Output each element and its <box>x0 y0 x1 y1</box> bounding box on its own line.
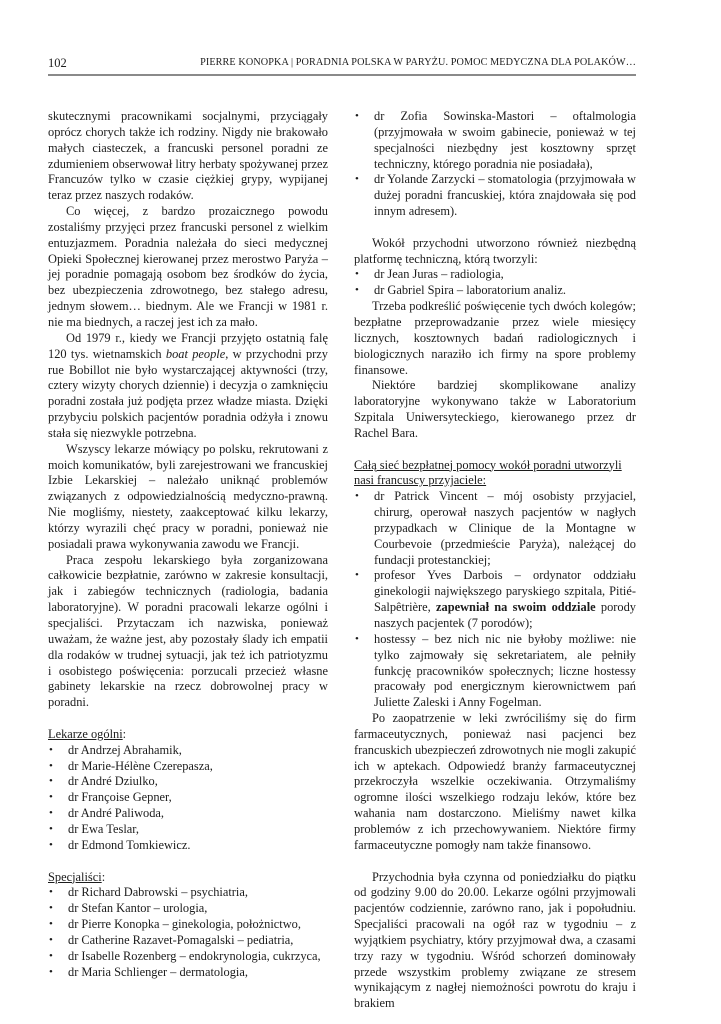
list-item: • dr Pierre Konopka – ginekologia, położnictwo, <box>48 917 328 933</box>
paragraph: Praca zespołu lekarskiego była zorganizowana całkowicie bezpłatnie, zarówno w zakresie konsultacji, jak i zabiegów technicznych (radiologia, badania laboratoryjne). W poradni pracowali lekarze ogólni i specjaliści. Przytaczam ich nazwiska, ponieważ uważam, że ważne jest, aby pozostały ślady ich empatii dla rodaków w trudnej sytuacji, jak też ich patriotyzmu i osobistego poświęcenia: porzucali przecież własne gabinety lekarskie na rzecz dobrowolnej pracy w poradni. <box>48 552 328 710</box>
list-item: • dr André Dziulko, <box>48 774 328 790</box>
paragraph: Wokół przychodni utworzono również niezbędną platformę techniczną, którą tworzyli: <box>354 235 636 266</box>
paragraph: Niektóre bardziej skomplikowane analizy laboratoryjne wykonywano także w Laboratorium Szpitala Uniwersyteckiego, kierowanego przez dr Rachel Bara. <box>354 378 636 440</box>
paragraph: Przychodnia była czynna od poniedziałku do piątku od godziny 9.00 do 20.00. Lekarze ogólni przyjmowali pacjentów codziennie, zarówno rano, jak i popołudniu. Specjaliści pracowali na ogół raz w tygodniu – z wyjątkiem psychiatry, który przyjmował dwa, a czasami trzy razy w tygodniu. Wśród schorzeń dominowały przede wszystkim problemy związane ze stresem wynikającym z nagłej niemożności powrotu do kraju i brakiem <box>354 869 636 1011</box>
general-doctors-heading: Lekarze ogólni: <box>48 726 127 741</box>
list-item: • dr Patrick Vincent – mój osobisty przyjaciel, chirurg, operował naszych pacjentów w nagłych przypadkach w Clinique de la Montagne w Courbevoie (przedmieście Paryża), należącej do fundacji protestanckiej; <box>354 489 636 568</box>
specialists-list <box>48 885 328 980</box>
list-item: • dr Isabelle Rozenberg – endokrynologia, cukrzyca, <box>48 949 328 965</box>
spacer <box>48 711 328 727</box>
left-column <box>48 109 328 980</box>
list-item: • dr Jean Juras – radiologia, <box>354 267 636 283</box>
friends-list <box>354 489 636 711</box>
friends-heading: Całą sieć bezpłatnej pomocy wokół poradni utworzyli nasi francuscy przyjaciele: <box>354 457 622 488</box>
page-number: 102 <box>48 56 67 70</box>
paragraph: Co więcej, z bardzo prozaicznego powodu zostaliśmy przyjęci przez francuski personel z wielkim entuzjazmem. Poradnia należała do sieci medycznej Opieki Społecznej kierowanej przez merostwo Paryża – jej poradnie pomagają osobom bez środków do życia, bez ubezpieczenia zdrowotnego, bez stałego adresu, jednym słowem… biednym. Ale we Francji w 1981 r. nie ma biednych, a raczej jest ich za mało. <box>48 204 328 329</box>
list-item: • dr André Paliwoda, <box>48 806 328 822</box>
paragraph: Trzeba podkreślić poświęcenie tych dwóch kolegów; bezpłatne przeprowadzanie przez wiele miesięcy licznych, kosztownych badań radiologicznych i biologicznych naraziło ich firmy na spore problemy finansowe. <box>354 299 636 377</box>
list-item: • dr Gabriel Spira – laboratorium analiz. <box>354 283 636 299</box>
spacer <box>354 220 636 236</box>
list-item: • dr Edmond Tomkiewicz. <box>48 838 328 854</box>
specialists-heading: Specjaliści: <box>48 869 106 884</box>
paragraph: Od 1979 r., kiedy we Francji przyjęto ostatnią falę 120 tys. wietnamskich boat people, w przychodni przy rue Bobillot nie było wystarczającej aktywności (trzy, cztery wizyty chorych dziennie) i decyzja o zamknięciu poradni została już podjęta przez władze miasta. Dzięki przybyciu polskich pacjentów poradnia odżyła i znowu stała się niezwykle potrzebna. <box>48 330 328 440</box>
italic-term: boat people <box>165 346 226 361</box>
list-item: • dr Zofia Sowinska-Mastori – oftalmologia (przyjmowała w swoim gabinecie, ponieważ w tej specjalności niezbędny jest kosztowny sprzęt techniczny, którego poradnia nie posiadała), <box>354 109 636 172</box>
list-item: • dr Ewa Teslar, <box>48 822 328 838</box>
spacer <box>354 854 636 870</box>
spacer <box>48 854 328 870</box>
running-title: PIERRE KONOPKA | PORADNIA POLSKA W PARYŻU. POMOC MEDYCZNA DLA POLAKÓW… <box>200 57 636 68</box>
list-item: • dr Stefan Kantor – urologia, <box>48 901 328 917</box>
right-column <box>354 109 636 1012</box>
list-item: • hostessy – bez nich nic nie byłoby możliwe: nie tylko zajmowały się sekretariatem, ale pełniły funkcję pracowników społecznych; liczne hostessy pracowały pod energicznym kierownictwem pań Juliette Zaleski i Anny Fogelman. <box>354 632 636 711</box>
list-item: • profesor Yves Darbois – ordynator oddziału ginekologii największego paryskiego szpitala, Pitié-Salpêtrière, zapewniał na swoim oddziale porody naszych pacjentek (7 porodów); <box>354 568 636 631</box>
general-doctors-list <box>48 743 328 854</box>
list-item: • dr Marie-Hélène Czerepasza, <box>48 759 328 775</box>
list-item: • dr Maria Schlienger – dermatologia, <box>48 965 328 981</box>
list-item: • dr Catherine Razavet-Pomagalski – pediatria, <box>48 933 328 949</box>
list-item: • dr Yolande Zarzycki – stomatologia (przyjmowała w dużej poradni francuskiej, która znajdowała się pod innym adresem). <box>354 172 636 220</box>
paragraph: Wszyscy lekarze mówiący po polsku, rekrutowani z moich komunikatów, byli zarejestrowani we francuskiej Izbie Lekarskiej – należało uniknąć problemów związanych z odpowiedzialnością medyczno-prawną. Nie mogliśmy, niestety, zaakceptować kilku lekarzy, którzy wyrazili chęć pracy w poradni, ponieważ nie posiadali prawa wykonywania zawodu we Francji. <box>48 441 328 551</box>
bold-phrase: zapewniał na swoim oddziale <box>436 600 596 615</box>
spacer <box>354 442 636 458</box>
running-header <box>48 56 636 76</box>
specialists-list-continued <box>354 109 636 220</box>
list-item: • dr Richard Dabrowski – psychiatria, <box>48 885 328 901</box>
list-item: • dr Andrzej Abrahamik, <box>48 743 328 759</box>
platform-list <box>354 267 636 299</box>
list-item: • dr Françoise Gepner, <box>48 790 328 806</box>
paragraph: Po zaopatrzenie w leki zwróciliśmy się do firm farmaceutycznych, ponieważ nasi pacjenci bez francuskich ubezpieczeń zdrowotnych nie mogli zakupić ich w aptekach. Odpowiedź branży farmaceutycznej przekroczyła wszelkie oczekiwania. Otrzymaliśmy ogromne ilości wszelkiego rodzaju leków, które bez wahania nam dostarczono. Mieliśmy nawet kilka problemów z ich przechowywaniem. Niektóre firmy farmaceutyczne pomogły nam także finansowo. <box>354 711 636 852</box>
paragraph: skutecznymi pracownikami socjalnymi, przyciągały oprócz chorych także ich rodziny. Nigdy nie brakowało małych ciasteczek, a francuski personel poradni ze zdumieniem obserwował litry herbaty spożywanej przez Francuzów tylko w czasie ciężkiej grypy, wypijanej teraz przez naszych rodaków. <box>48 109 328 203</box>
